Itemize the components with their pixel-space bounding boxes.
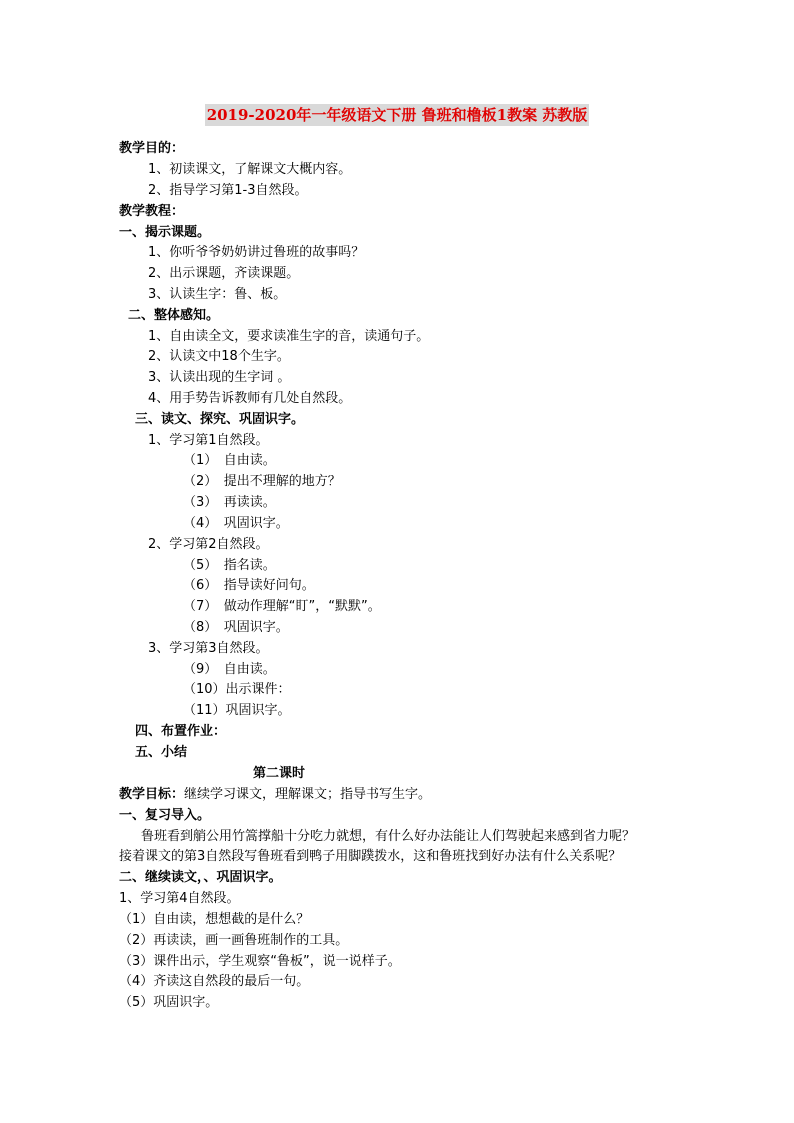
objective-item: 2、指导学习第1-3自然段。 xyxy=(148,183,308,198)
step-item: 3、学习第3自然段。 xyxy=(148,641,269,656)
step-item: 1、自由读全文，要求读准生字的音，读通句子。 xyxy=(148,329,430,344)
section-heading-process: 教学教程： xyxy=(119,204,185,219)
sub-item: （7） 做动作理解“盯”，“默默”。 xyxy=(183,599,381,614)
step-heading-2: 二、整体感知。 xyxy=(128,308,220,323)
sub-item: （5）巩固识字。 xyxy=(119,995,219,1010)
step-item: 2、出示课题，齐读课题。 xyxy=(148,266,300,281)
title-container xyxy=(0,104,794,126)
paragraph-line: 接着课文的第3自然段写鲁班看到鸭子用脚蹼拨水，这和鲁班找到好办法有什么关系呢？ xyxy=(119,849,622,864)
continue-heading: 二、继续读文，、巩固识字。 xyxy=(119,870,282,885)
sub-item: （2）再读读，画一画鲁班制作的工具。 xyxy=(119,933,349,948)
objective-label: 教学目标： xyxy=(119,787,185,802)
step-heading-3: 三、读文、探究、巩固识字。 xyxy=(135,412,305,427)
section-heading-objectives: 教学目的： xyxy=(119,141,185,156)
step-item: 2、学习第2自然段。 xyxy=(148,537,269,552)
step-item: 2、认读文中18个生字。 xyxy=(148,349,290,364)
review-heading: 一、复习导入。 xyxy=(119,808,211,823)
sub-item: （9） 自由读。 xyxy=(183,662,276,677)
second-lesson-objective xyxy=(119,785,431,805)
sub-item: （6） 指导读好问句。 xyxy=(183,578,315,593)
step-item: 1、你听爷爷奶奶讲过鲁班的故事吗？ xyxy=(148,245,365,260)
sub-item: （1）自由读，想想截的是什么？ xyxy=(119,912,310,927)
sub-item: （4）齐读这自然段的最后一句。 xyxy=(119,974,310,989)
step-item: 1、学习第4自然段。 xyxy=(119,891,240,906)
objective-text: 继续学习课文，理解课文；指导书写生字。 xyxy=(184,787,432,802)
sub-item: （1） 自由读。 xyxy=(183,453,276,468)
sub-item: （2） 提出不理解的地方？ xyxy=(183,474,341,489)
step-heading-4: 四、布置作业： xyxy=(135,724,227,739)
sub-item: （3）课件出示，学生观察“鲁板”，说一说样子。 xyxy=(119,954,401,969)
paragraph-line: 鲁班看到艄公用竹篙撑船十分吃力就想，有什么好办法能让人们驾驶起来感到省力呢？ xyxy=(141,829,636,844)
document-title: 2019-2020年一年级语文下册 鲁班和橹板1教案 苏教版 xyxy=(206,106,588,124)
sub-item: （5） 指名读。 xyxy=(183,558,276,573)
step-item: 3、认读生字：鲁、板。 xyxy=(148,287,287,302)
step-heading-1: 一、揭示课题。 xyxy=(119,225,211,240)
step-item: 3、认读出现的生字词 。 xyxy=(148,370,291,385)
step-heading-5: 五、小结 xyxy=(135,745,188,760)
step-item: 1、学习第1自然段。 xyxy=(148,433,269,448)
sub-item: （10）出示课件： xyxy=(183,682,291,697)
sub-item: （11）巩固识字。 xyxy=(183,703,291,718)
sub-item: （4） 巩固识字。 xyxy=(183,516,289,531)
sub-item: （3） 再读读。 xyxy=(183,495,276,510)
sub-item: （8） 巩固识字。 xyxy=(183,620,289,635)
objective-item: 1、初读课文，了解课文大概内容。 xyxy=(148,162,352,177)
second-lesson-heading: 第二课时 xyxy=(253,766,306,781)
step-item: 4、用手势告诉教师有几处自然段。 xyxy=(148,391,352,406)
